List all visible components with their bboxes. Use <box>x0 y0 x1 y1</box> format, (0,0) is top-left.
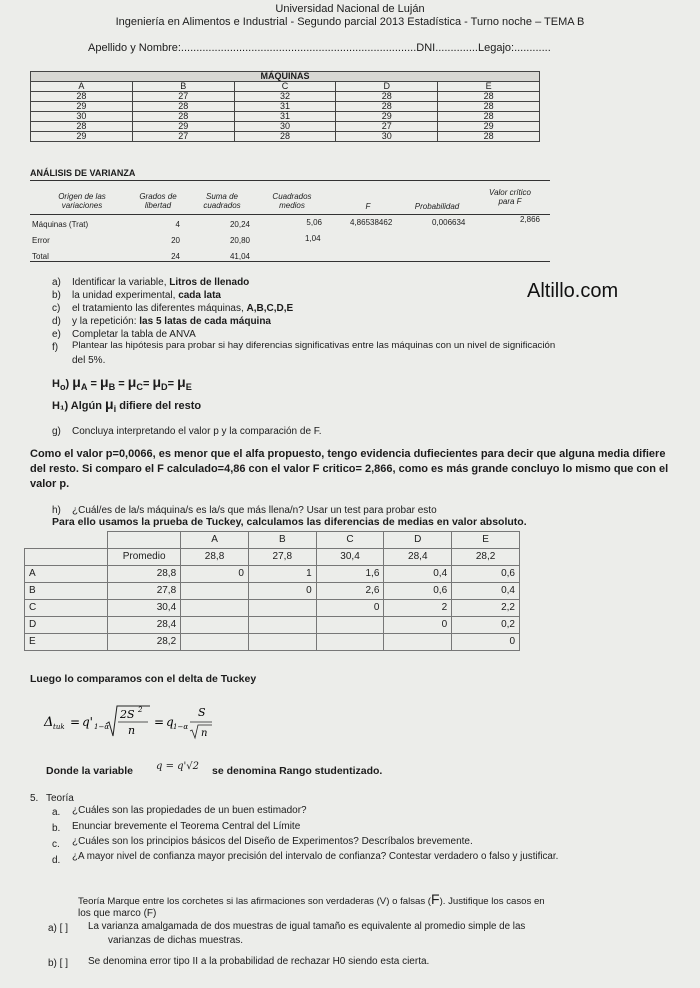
anova-row-error-origin: Error <box>32 236 50 245</box>
anova-row-trat-crit: 2,866 <box>519 215 540 224</box>
altillo-watermark: Altillo.com <box>527 280 619 302</box>
table-row <box>25 583 520 600</box>
item-g-label: g) <box>52 426 61 437</box>
h1-prefix: H₁) Algún <box>52 400 102 412</box>
table-cell: 29 <box>31 132 133 142</box>
table-cell: 28 <box>438 112 540 122</box>
item-c <box>72 303 293 315</box>
table-cell: 0,2 <box>452 617 520 634</box>
vf-line1b: ). Justifique los casos en <box>439 896 545 907</box>
formula-equals-1: = <box>70 715 81 729</box>
table-cell: 30 <box>234 122 336 132</box>
tukey-compare-text: Luego lo comparamos con el delta de Tuckey <box>30 673 257 685</box>
table-cell <box>316 634 384 651</box>
table-cell <box>181 600 249 617</box>
table-cell: 1,6 <box>316 566 384 583</box>
table-row <box>25 634 520 651</box>
tukey-corner <box>25 532 108 549</box>
donde-equation: q = q'√2 <box>156 761 200 772</box>
item-a-text: Identificar la variable, <box>72 277 170 288</box>
table-row <box>31 132 540 142</box>
anova-header-origin: Origen de las variaciones <box>58 192 106 210</box>
formula-q: q <box>166 715 174 729</box>
table-cell: 28 <box>31 122 133 132</box>
anova-header-f: F <box>365 202 371 211</box>
table-cell <box>248 600 316 617</box>
anova-header-crit: Valor crítico para F <box>489 188 531 206</box>
table-cell: 28 <box>336 102 438 112</box>
machines-table <box>30 71 540 142</box>
tukey-col-e: E <box>452 532 520 549</box>
anova-header-ms: Cuadrados medios <box>272 192 312 210</box>
anova-row-trat-ms: 5,06 <box>306 218 322 227</box>
item-d-label: d) <box>52 316 61 327</box>
vf-instructions-1 <box>78 893 545 908</box>
conclusion-paragraph: Como el valor p=0,0066, es menor que el alfa propuesto, tengo evidencia dufiecientes para decir que alguna media difiere del resto. Si comparo el F calculado=4,86 con el valor F critico= 2,866, como es más grande concluyo lo mismo que con el valor p. <box>30 448 669 490</box>
item-h-text: ¿Cuál/es de la/s máquina/s es la/s que más llena/n? Usar un test para probar esto <box>72 505 437 516</box>
item-d-bold: las 5 latas de cada máquina <box>139 316 271 327</box>
university-name: Universidad Nacional de Luján <box>275 3 425 15</box>
tukey-promedio-label: Promedio <box>108 549 181 566</box>
anova-title: ANÁLISIS DE VARIANZA <box>30 168 136 178</box>
hypothesis-h1: H₁) Algún $\mu_i$ difiere del resto <box>52 396 202 415</box>
vf-f-letter: F <box>431 891 440 907</box>
tukey-row-label: E <box>25 634 108 651</box>
anova-row-error-ms: 1,04 <box>305 234 321 243</box>
tukey-col-mean-c: 30,4 <box>316 549 384 566</box>
tukey-row-mean: 28,8 <box>108 566 181 583</box>
tukey-col-b: B <box>248 532 316 549</box>
table-cell <box>181 634 249 651</box>
table-cell: 32 <box>234 92 336 102</box>
tukey-row-mean: 28,4 <box>108 617 181 634</box>
table-cell: 0,6 <box>452 566 520 583</box>
anova-row-error-df: 20 <box>171 236 180 245</box>
table-cell: 0 <box>384 617 452 634</box>
h1-rest: difiere del resto <box>119 400 202 412</box>
anova-row-total-origin: Total <box>32 252 49 261</box>
table-cell: 0 <box>248 583 316 600</box>
tukey-row-label: A <box>25 566 108 583</box>
donde-post: se denomina Rango studentizado. <box>212 765 383 777</box>
item-e-label: e) <box>52 329 61 340</box>
formula-numerator: 2S <box>120 708 135 721</box>
table-cell: 0 <box>181 566 249 583</box>
table-cell: 29 <box>31 102 133 112</box>
table-cell: 28 <box>234 132 336 142</box>
table-cell: 31 <box>234 112 336 122</box>
machine-col-a: A <box>31 82 133 92</box>
donde-pre: Donde la variable <box>46 765 133 777</box>
anova-header-df: Grados de libertad <box>139 192 177 210</box>
machine-col-d: D <box>336 82 438 92</box>
machine-col-e: E <box>438 82 540 92</box>
item-a-label: a) <box>52 277 61 288</box>
table-cell: 28 <box>132 102 234 112</box>
item-d-text: y la repetición: <box>72 316 140 327</box>
table-cell: 0,4 <box>452 583 520 600</box>
table-cell: 0 <box>316 600 384 617</box>
table-cell: 1 <box>248 566 316 583</box>
item-d <box>72 316 271 328</box>
table-row <box>31 92 540 102</box>
vf-a-text-2: varianzas de dichas muestras. <box>108 935 244 946</box>
item-b-label: b) <box>52 290 61 301</box>
anova-row-error-ss: 20,80 <box>229 236 250 245</box>
table-cell: 2,6 <box>316 583 384 600</box>
table-cell: 28 <box>438 132 540 142</box>
vf-instructions-2: los que marco (F) <box>78 908 157 919</box>
table-cell: 30 <box>31 112 133 122</box>
formula-q-sub: 1−α <box>173 723 189 731</box>
tukey-row-label: D <box>25 617 108 634</box>
teoria-c-label: c. <box>52 839 60 850</box>
table-cell <box>181 617 249 634</box>
table-cell: 29 <box>132 122 234 132</box>
tukey-delta-formula <box>40 696 240 744</box>
tukey-col-c: C <box>316 532 384 549</box>
item-c-bold: A,B,C,D,E <box>246 303 294 314</box>
table-cell: 29 <box>438 122 540 132</box>
anova-row-trat-p: 0,006634 <box>432 218 466 227</box>
item-c-label: c) <box>52 303 61 314</box>
table-row <box>25 566 520 583</box>
anova-row-trat-f: 4,86538462 <box>350 218 393 227</box>
table-cell: 28 <box>438 102 540 112</box>
tukey-col-d: D <box>384 532 452 549</box>
tukey-row-label: C <box>25 600 108 617</box>
table-cell: 2,2 <box>452 600 520 617</box>
anova-row-total-df: 24 <box>171 252 180 261</box>
table-cell <box>181 583 249 600</box>
teoria-title: Teoría <box>46 793 74 804</box>
machine-col-b: B <box>132 82 234 92</box>
anova-row-trat-origin: Máquinas (Trat) <box>32 220 89 229</box>
exam-title: Ingeniería en Alimentos e Industrial - Segundo parcial 2013 Estadística - Turno noche – TEMA B <box>115 16 585 28</box>
anova-header-p: Probabilidad <box>414 202 460 211</box>
item-b-text: la unidad experimental, <box>72 290 179 301</box>
table-cell: 28 <box>336 92 438 102</box>
formula-lhs: Δ <box>44 715 54 730</box>
teoria-b-text: Enunciar brevemente el Teorema Central del Límite <box>72 821 301 832</box>
item-g-text: Concluya interpretando el valor p y la comparación de F. <box>72 426 322 437</box>
teoria-d-label: d. <box>52 855 61 866</box>
table-cell: 30 <box>336 132 438 142</box>
machines-caption: MÁQUINAS <box>31 72 540 82</box>
tukey-row-mean: 27,8 <box>108 583 181 600</box>
formula-s: S <box>198 706 206 719</box>
tukey-col-mean-d: 28,4 <box>384 549 452 566</box>
machine-col-c: C <box>234 82 336 92</box>
table-cell: 27 <box>132 132 234 142</box>
anova-rule-bottom <box>30 261 550 262</box>
item-b-bold: cada lata <box>178 290 221 301</box>
tukey-col-mean-b: 27,8 <box>248 549 316 566</box>
vf-a-text-1: La varianza amalgamada de dos muestras de igual tamaño es equivalente al promedio simple de las <box>88 921 526 932</box>
table-cell <box>248 617 316 634</box>
table-cell: 0 <box>452 634 520 651</box>
table-cell: 31 <box>234 102 336 112</box>
teoria-b-label: b. <box>52 823 61 834</box>
table-row <box>25 600 520 617</box>
item-f-label: f) <box>52 342 59 353</box>
hypothesis-h0: $H_o$) $\mu_A = \mu_B = \mu_C= \mu_D= \mu_E$ <box>52 374 192 393</box>
item-f-text-1: Plantear las hipótesis para probar si hay diferencias significativas entre las máquinas con un nivel de significación <box>72 340 556 351</box>
anova-row-total-ss: 41,04 <box>229 252 250 261</box>
table-cell: 27 <box>132 92 234 102</box>
item-a <box>72 277 249 289</box>
formula-denominator: n <box>128 724 136 737</box>
table-cell <box>248 634 316 651</box>
item-e-text: Completar la tabla de ANVA <box>72 329 196 340</box>
tukey-col-mean-e: 28,2 <box>452 549 520 566</box>
table-cell: 29 <box>336 112 438 122</box>
table-row <box>31 102 540 112</box>
table-cell: 0,6 <box>384 583 452 600</box>
tukey-col-mean-a: 28,8 <box>181 549 249 566</box>
formula-qprime: q' <box>82 715 93 729</box>
formula-sqrt-n: n <box>201 728 208 739</box>
item-a-bold: Litros de llenado <box>169 277 250 288</box>
anova-header-ss: Suma de cuadrados <box>203 192 241 210</box>
vf-b-text: Se denomina error tipo II a la probabilidad de rechazar H0 siendo esta cierta. <box>88 956 430 967</box>
teoria-number: 5. <box>30 793 39 804</box>
vf-line1: Teoría Marque entre los corchetes si las afirmaciones son verdaderas (V) o falsas ( <box>78 896 431 907</box>
teoria-c-text: ¿Cuáles son los principios básicos del Diseño de Experimentos? Descríbalos brevemente. <box>72 836 473 847</box>
table-cell: 28 <box>132 112 234 122</box>
item-c-text: el tratamiento las diferentes máquinas, <box>72 303 247 314</box>
table-cell: 28 <box>438 92 540 102</box>
table-row <box>31 112 540 122</box>
item-h-bold: Para ello usamos la prueba de Tuckey, calculamos las diferencias de medias en valor absoluto. <box>52 516 527 528</box>
teoria-a-label: a. <box>52 807 61 818</box>
formula-qprime-sub: 1−α <box>94 723 110 731</box>
tukey-table <box>24 531 520 651</box>
table-cell <box>316 617 384 634</box>
formula-lhs-sub: tuk <box>53 723 65 731</box>
tukey-row-mean: 28,2 <box>108 634 181 651</box>
anova-row-trat-df: 4 <box>175 220 180 229</box>
table-cell: 2 <box>384 600 452 617</box>
table-cell <box>384 634 452 651</box>
teoria-a-text: ¿Cuáles son las propiedades de un buen estimador? <box>72 805 307 816</box>
anova-rule-top <box>30 180 550 181</box>
table-cell: 0,4 <box>384 566 452 583</box>
tukey-row-label: B <box>25 583 108 600</box>
formula-equals-2: = <box>154 715 165 729</box>
table-row <box>25 617 520 634</box>
tukey-col-a: A <box>181 532 249 549</box>
item-f-text-2: del 5%. <box>72 355 106 366</box>
anova-row-trat-ss: 20,24 <box>229 220 250 229</box>
formula-numerator-sup: 2 <box>138 706 143 714</box>
table-cell: 27 <box>336 122 438 132</box>
teoria-d-text: ¿A mayor nivel de confianza mayor precisión del intervalo de confianza? Contestar verdadero o falso y justificar. <box>72 851 559 862</box>
tukey-row-mean: 30,4 <box>108 600 181 617</box>
table-row <box>31 122 540 132</box>
vf-a-label: a) [ ] <box>48 923 69 934</box>
item-b <box>72 290 221 302</box>
vf-b-label: b) [ ] <box>48 958 69 969</box>
item-h-label: h) <box>52 505 61 516</box>
table-cell: 28 <box>31 92 133 102</box>
anova-rule-mid <box>30 214 550 215</box>
student-name-row: Apellido y Nombre:.............................................................................DNI..............Legajo:............ <box>88 42 551 54</box>
